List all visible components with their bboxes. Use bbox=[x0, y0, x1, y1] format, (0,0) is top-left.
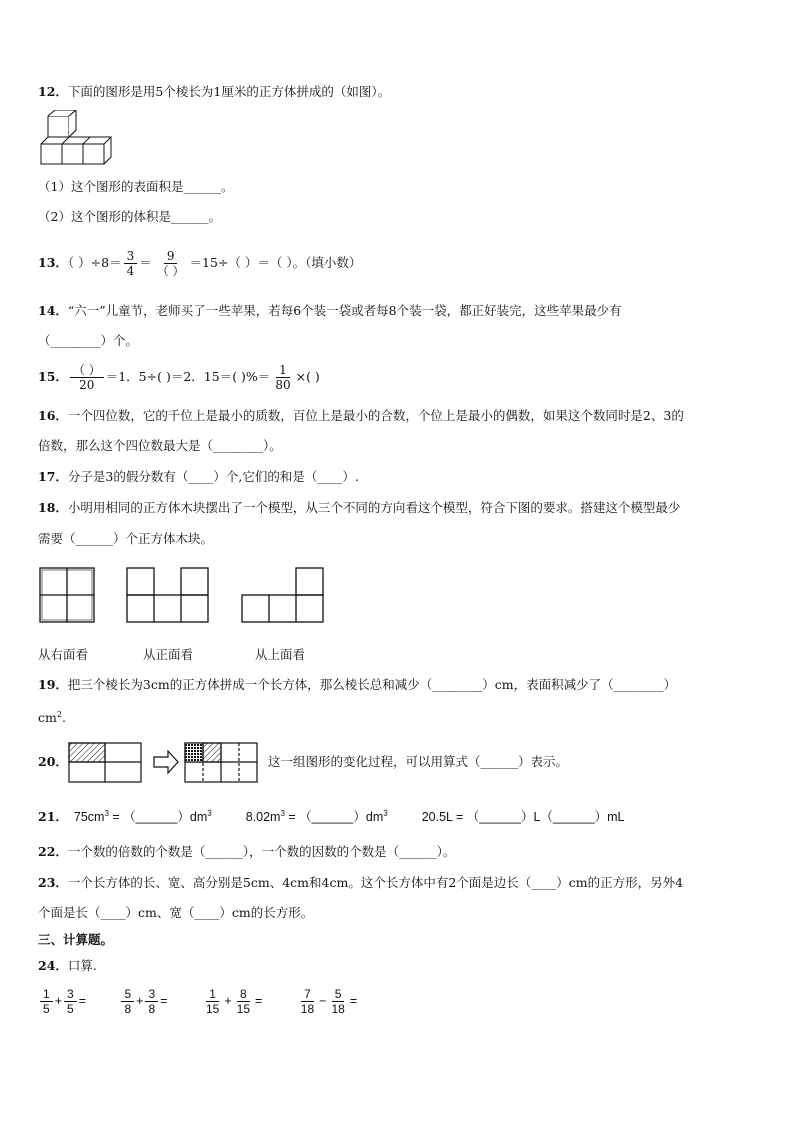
q23-line1: 一个长方体的长、宽、高分别是5cm、4cm和4cm。这个长方体中有2个面是边长（____）cm的正方形，另外4 bbox=[67, 875, 684, 890]
question-20-number bbox=[38, 754, 68, 770]
q14-line1: “六一”儿童节，老师买了一些苹果，若每6个装一袋或者每8个装一袋，都正好装完，这些苹果最少有 bbox=[67, 303, 622, 318]
question-12 bbox=[38, 84, 390, 100]
denominator: 20 bbox=[79, 378, 95, 392]
fraction-figure-q20 bbox=[68, 741, 264, 785]
denominator: 5 bbox=[43, 1002, 50, 1017]
equals: = bbox=[255, 994, 263, 1008]
numerator: 5 bbox=[332, 987, 345, 1002]
q16-line1: 一个四位数，它的千位上是最小的质数，百位上是最小的合数，个位上是最小的偶数，如果这个数同时是2、3的 bbox=[67, 408, 684, 423]
denominator: 18 bbox=[300, 1002, 315, 1017]
question-15 bbox=[38, 362, 320, 392]
q19-line2 bbox=[38, 707, 66, 726]
question-21 bbox=[38, 806, 625, 825]
q13-part2: ＝15÷（ ）＝（ ）。（填小数） bbox=[189, 255, 362, 270]
denominator: 15 bbox=[236, 1002, 250, 1017]
q13-part1: （ ）÷8＝ bbox=[67, 255, 122, 270]
question-number: 12． bbox=[38, 84, 68, 99]
question-number: 16． bbox=[38, 408, 68, 423]
denominator: 8 bbox=[148, 1002, 156, 1017]
question-19 bbox=[38, 677, 676, 693]
sup: 3 bbox=[207, 809, 212, 818]
mental-math-item bbox=[119, 987, 168, 1017]
view-front-figure bbox=[125, 565, 211, 625]
operator: − bbox=[319, 994, 327, 1008]
numerator: 3 bbox=[64, 987, 77, 1002]
question-number: 22． bbox=[38, 844, 68, 859]
question-number: 21． bbox=[38, 809, 68, 825]
label-front-view: 从正面看 bbox=[143, 647, 194, 662]
value: = （______）dm bbox=[284, 810, 384, 825]
equals: = bbox=[78, 994, 86, 1008]
numerator: 1 bbox=[40, 987, 53, 1002]
cube-figure-q12 bbox=[38, 110, 118, 166]
label-right-view: 从右面看 bbox=[38, 647, 89, 662]
q15-part1: ＝1．5÷( )＝2．15＝( )%＝ bbox=[105, 369, 271, 384]
denominator: 18 bbox=[331, 1002, 345, 1017]
unit-sup: 2 bbox=[56, 710, 62, 719]
numerator: （ ） bbox=[70, 363, 104, 378]
fraction bbox=[154, 249, 188, 278]
q15-part2: ×( ) bbox=[295, 369, 320, 384]
denominator: 15 bbox=[205, 1002, 220, 1017]
equals: = bbox=[349, 994, 358, 1008]
q20-text: 这一组图形的变化过程，可以用算式（______）表示。 bbox=[268, 754, 569, 769]
q17-text: 分子是3的假分数有（____）个,它们的和是（____）. bbox=[67, 469, 359, 484]
q21-b bbox=[246, 810, 388, 824]
question-24 bbox=[38, 958, 97, 974]
q12-sub1: （1）这个图形的表面积是______。 bbox=[38, 179, 234, 194]
fraction bbox=[272, 363, 293, 392]
mental-math-item bbox=[38, 987, 86, 1017]
fraction bbox=[124, 249, 138, 278]
q18-line1: 小明用相同的正方体木块摆出了一个模型，从三个不同的方向看这个模型，符合下图的要求。搭建这个模型最少 bbox=[67, 500, 681, 515]
mental-math-item bbox=[201, 987, 263, 1017]
q21-c: 20.5L = （______）L（______）mL bbox=[421, 810, 625, 825]
q23-line2: 个面是长（____）cm、宽（____）cm的长方形。 bbox=[38, 905, 314, 920]
question-number: 15． bbox=[38, 369, 68, 384]
sup: 3 bbox=[104, 809, 109, 818]
equals: = bbox=[160, 994, 168, 1008]
numerator: 3 bbox=[124, 249, 138, 264]
numerator: 5 bbox=[121, 987, 134, 1002]
q24-text: 口算. bbox=[67, 958, 97, 973]
question-16 bbox=[38, 408, 684, 424]
q14-line2: （________）个。 bbox=[38, 333, 139, 348]
q19-line1: 把三个棱长为3cm的正方体拼成一个长方体，那么棱长总和减少（________）cm，表面积减少了（________） bbox=[67, 677, 677, 692]
denominator: 4 bbox=[126, 264, 135, 278]
denominator: 80 bbox=[275, 378, 291, 392]
question-number: 18． bbox=[38, 500, 68, 515]
mental-math-item bbox=[296, 987, 358, 1017]
numerator: 9 bbox=[164, 249, 178, 264]
view-right-figure bbox=[38, 565, 98, 625]
question-text: 下面的图形是用5个棱长为1厘米的正方体拼成的（如图）。 bbox=[67, 84, 391, 99]
question-number: 14． bbox=[38, 303, 68, 318]
question-number: 24． bbox=[38, 958, 68, 973]
question-number: 13． bbox=[38, 255, 68, 270]
value: 75cm bbox=[73, 810, 105, 825]
denominator: 8 bbox=[124, 1002, 132, 1017]
question-number: 20． bbox=[38, 754, 68, 769]
label-top-view: 从上面看 bbox=[255, 647, 306, 662]
view-top-figure bbox=[240, 565, 326, 625]
question-number: 23． bbox=[38, 875, 68, 890]
mental-math-row bbox=[38, 986, 357, 1016]
question-14 bbox=[38, 303, 622, 319]
value: 8.02m bbox=[245, 810, 281, 825]
section-title: 三、计算题。 bbox=[38, 932, 114, 947]
question-17 bbox=[38, 469, 359, 485]
question-number: 17． bbox=[38, 469, 68, 484]
question-number: 19． bbox=[38, 677, 68, 692]
denominator: 5 bbox=[67, 1002, 74, 1017]
sup: 3 bbox=[280, 809, 285, 818]
operator: + bbox=[54, 994, 62, 1008]
fraction bbox=[70, 363, 104, 392]
sup: 3 bbox=[383, 809, 388, 818]
value: = （______）dm bbox=[108, 810, 208, 825]
equals: ＝ bbox=[139, 255, 152, 270]
q18-line2: 需要（______）个正方体木块。 bbox=[38, 531, 214, 546]
question-18 bbox=[38, 500, 680, 516]
operator: + bbox=[224, 994, 232, 1008]
question-13 bbox=[38, 248, 361, 278]
numerator: 8 bbox=[237, 987, 250, 1002]
q22-text: 一个数的倍数的个数是（______），一个数的因数的个数是（______）。 bbox=[67, 844, 456, 859]
numerator: 3 bbox=[145, 987, 158, 1002]
unit: cm bbox=[38, 710, 57, 726]
numerator: 1 bbox=[276, 363, 290, 378]
period: . bbox=[61, 710, 66, 726]
numerator: 1 bbox=[206, 987, 219, 1002]
question-23 bbox=[38, 875, 683, 891]
denominator: （ ） bbox=[156, 264, 185, 278]
q12-sub2: （2）这个图形的体积是______。 bbox=[38, 209, 221, 224]
operator: + bbox=[136, 994, 144, 1008]
question-22 bbox=[38, 844, 455, 860]
q16-line2: 倍数，那么这个四位数最大是（________）。 bbox=[38, 438, 282, 453]
numerator: 7 bbox=[301, 987, 314, 1002]
q21-a bbox=[74, 810, 212, 824]
